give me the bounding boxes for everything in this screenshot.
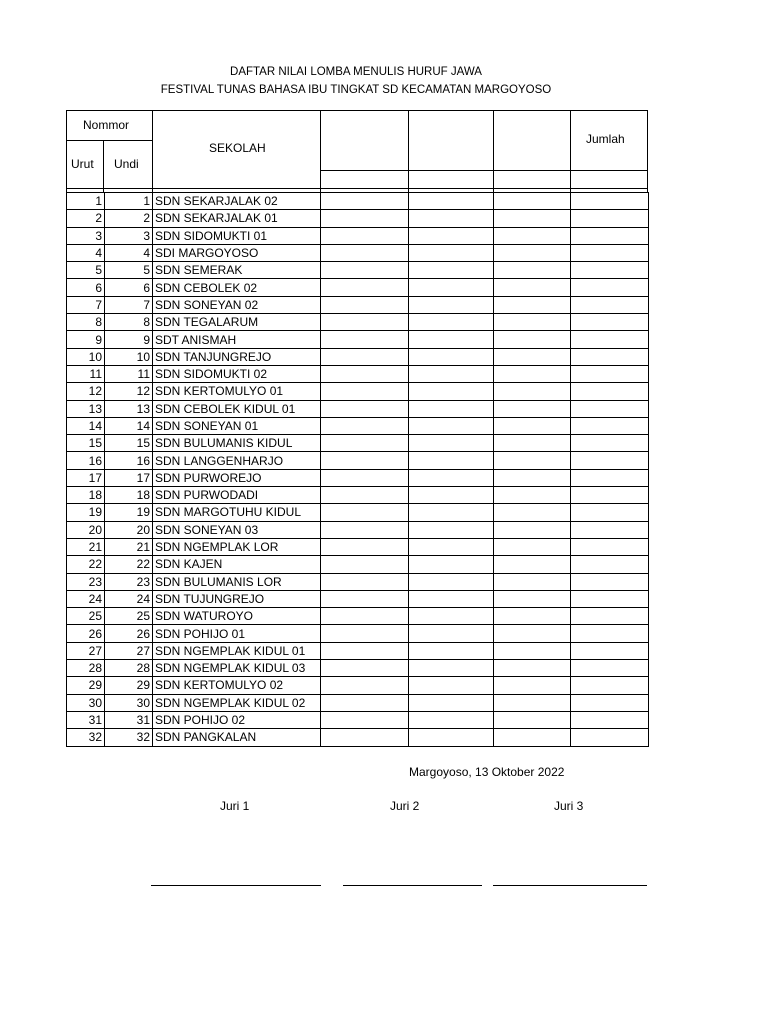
document-subtitle: FESTIVAL TUNAS BAHASA IBU TINGKAT SD KECAMATAN MARGOYOSO [160, 84, 552, 96]
cell-score [409, 417, 494, 434]
cell-urut: 3 [67, 227, 105, 244]
cell-jumlah [571, 556, 649, 573]
cell-undi: 30 [105, 694, 153, 711]
table-row [67, 383, 649, 400]
cell-urut: 31 [67, 711, 105, 728]
cell-score [494, 711, 571, 728]
cell-score [409, 694, 494, 711]
cell-undi: 2 [105, 210, 153, 227]
header-col-divider [320, 110, 321, 192]
cell-score [409, 383, 494, 400]
table-row [67, 694, 649, 711]
cell-score [321, 348, 409, 365]
cell-jumlah [571, 608, 649, 625]
cell-undi: 19 [105, 504, 153, 521]
cell-score [494, 417, 571, 434]
cell-urut: 26 [67, 625, 105, 642]
header-border-right [647, 110, 648, 192]
cell-score [494, 348, 571, 365]
cell-urut: 21 [67, 538, 105, 555]
cell-urut: 32 [67, 729, 105, 746]
cell-jumlah [571, 521, 649, 538]
cell-urut: 11 [67, 365, 105, 382]
cell-jumlah [571, 314, 649, 331]
cell-undi: 16 [105, 452, 153, 469]
score-table [66, 192, 649, 747]
cell-score [494, 487, 571, 504]
cell-score [494, 556, 571, 573]
header-sub-divider [320, 170, 647, 171]
cell-urut: 5 [67, 262, 105, 279]
table-row [67, 590, 649, 607]
table-row [67, 452, 649, 469]
cell-score [321, 677, 409, 694]
cell-score [321, 660, 409, 677]
cell-jumlah [571, 193, 649, 210]
cell-score [321, 417, 409, 434]
cell-score [494, 210, 571, 227]
cell-score [321, 365, 409, 382]
cell-score [409, 642, 494, 659]
cell-undi: 18 [105, 487, 153, 504]
cell-urut: 8 [67, 314, 105, 331]
juri-1-signature-line [151, 885, 321, 886]
cell-score [409, 296, 494, 313]
table-row [67, 469, 649, 486]
cell-urut: 25 [67, 608, 105, 625]
cell-undi: 11 [105, 365, 153, 382]
cell-score [409, 677, 494, 694]
cell-sekolah: SDN PANGKALAN [153, 729, 321, 746]
cell-urut: 7 [67, 296, 105, 313]
cell-sekolah: SDN POHIJO 02 [153, 711, 321, 728]
cell-undi: 32 [105, 729, 153, 746]
cell-score [321, 244, 409, 261]
cell-sekolah: SDN LANGGENHARJO [153, 452, 321, 469]
cell-sekolah: SDN SONEYAN 02 [153, 296, 321, 313]
cell-score [409, 244, 494, 261]
cell-score [409, 227, 494, 244]
cell-score [321, 538, 409, 555]
cell-score [321, 694, 409, 711]
cell-jumlah [571, 417, 649, 434]
cell-jumlah [571, 660, 649, 677]
cell-jumlah [571, 296, 649, 313]
cell-urut: 27 [67, 642, 105, 659]
cell-jumlah [571, 210, 649, 227]
cell-score [409, 538, 494, 555]
cell-score [409, 608, 494, 625]
table-row [67, 625, 649, 642]
cell-sekolah: SDN KAJEN [153, 556, 321, 573]
cell-score [321, 193, 409, 210]
cell-jumlah [571, 383, 649, 400]
cell-sekolah: SDN PURWOREJO [153, 469, 321, 486]
cell-score [409, 452, 494, 469]
header-col-divider [493, 110, 494, 192]
cell-jumlah [571, 487, 649, 504]
header-sub-divider [66, 188, 320, 189]
header-nomor-divider [66, 140, 152, 141]
header-border-top [66, 110, 647, 111]
cell-score [321, 521, 409, 538]
cell-score [321, 590, 409, 607]
cell-undi: 25 [105, 608, 153, 625]
cell-score [494, 365, 571, 382]
table-row [67, 400, 649, 417]
cell-score [494, 573, 571, 590]
cell-jumlah [571, 694, 649, 711]
cell-score [494, 296, 571, 313]
table-row [67, 244, 649, 261]
cell-score [321, 504, 409, 521]
cell-jumlah [571, 452, 649, 469]
cell-urut: 20 [67, 521, 105, 538]
cell-sekolah: SDN SONEYAN 03 [153, 521, 321, 538]
cell-jumlah [571, 625, 649, 642]
table-row [67, 504, 649, 521]
cell-jumlah [571, 504, 649, 521]
cell-undi: 31 [105, 711, 153, 728]
table-row [67, 348, 649, 365]
header-sub-divider [320, 188, 647, 189]
table-row [67, 279, 649, 296]
cell-score [494, 521, 571, 538]
cell-sekolah: SDN SEKARJALAK 01 [153, 210, 321, 227]
cell-urut: 13 [67, 400, 105, 417]
header-urut: Urut [71, 157, 94, 171]
juri-3-label: Juri 3 [554, 799, 584, 813]
cell-undi: 13 [105, 400, 153, 417]
header-col-divider [152, 110, 153, 192]
cell-undi: 1 [105, 193, 153, 210]
cell-score [409, 590, 494, 607]
table-header [66, 110, 647, 192]
header-undi: Undi [114, 157, 139, 171]
cell-undi: 6 [105, 279, 153, 296]
table-row [67, 227, 649, 244]
cell-sekolah: SDT ANISMAH [153, 331, 321, 348]
cell-score [494, 279, 571, 296]
cell-score [321, 487, 409, 504]
cell-undi: 26 [105, 625, 153, 642]
cell-sekolah: SDN TANJUNGREJO [153, 348, 321, 365]
cell-score [494, 331, 571, 348]
cell-score [409, 210, 494, 227]
cell-undi: 3 [105, 227, 153, 244]
table-row [67, 521, 649, 538]
cell-sekolah: SDN KERTOMULYO 01 [153, 383, 321, 400]
cell-score [494, 400, 571, 417]
header-col-divider [570, 110, 571, 192]
cell-score [321, 400, 409, 417]
cell-undi: 24 [105, 590, 153, 607]
header-border-left [66, 110, 67, 192]
table-row [67, 314, 649, 331]
cell-jumlah [571, 262, 649, 279]
cell-score [409, 400, 494, 417]
cell-urut: 1 [67, 193, 105, 210]
cell-jumlah [571, 227, 649, 244]
cell-score [321, 608, 409, 625]
cell-score [409, 348, 494, 365]
cell-sekolah: SDN NGEMPLAK KIDUL 03 [153, 660, 321, 677]
juri-1-label: Juri 1 [220, 799, 250, 813]
cell-score [494, 504, 571, 521]
cell-sekolah: SDN NGEMPLAK KIDUL 01 [153, 642, 321, 659]
cell-jumlah [571, 331, 649, 348]
cell-score [321, 331, 409, 348]
cell-score [494, 383, 571, 400]
cell-undi: 15 [105, 435, 153, 452]
cell-score [409, 365, 494, 382]
cell-score [321, 262, 409, 279]
cell-score [321, 279, 409, 296]
cell-jumlah [571, 642, 649, 659]
table-row [67, 573, 649, 590]
header-col-divider [408, 110, 409, 192]
document-title: DAFTAR NILAI LOMBA MENULIS HURUF JAWA [230, 66, 482, 78]
cell-score [494, 590, 571, 607]
cell-jumlah [571, 711, 649, 728]
cell-urut: 30 [67, 694, 105, 711]
cell-sekolah: SDN SONEYAN 01 [153, 417, 321, 434]
cell-score [321, 642, 409, 659]
cell-score [494, 538, 571, 555]
cell-undi: 27 [105, 642, 153, 659]
cell-score [494, 469, 571, 486]
header-sekolah: SEKOLAH [209, 141, 266, 155]
cell-sekolah: SDN POHIJO 01 [153, 625, 321, 642]
cell-score [494, 262, 571, 279]
cell-urut: 6 [67, 279, 105, 296]
table-row [67, 729, 649, 746]
table-row [67, 660, 649, 677]
table-row [67, 365, 649, 382]
cell-jumlah [571, 244, 649, 261]
cell-urut: 12 [67, 383, 105, 400]
header-jumlah: Jumlah [586, 132, 625, 146]
cell-score [409, 504, 494, 521]
cell-sekolah: SDN CEBOLEK KIDUL 01 [153, 400, 321, 417]
cell-urut: 16 [67, 452, 105, 469]
cell-score [409, 711, 494, 728]
juri-3-signature-line [493, 885, 647, 886]
cell-score [494, 625, 571, 642]
cell-urut: 22 [67, 556, 105, 573]
cell-score [321, 210, 409, 227]
cell-undi: 29 [105, 677, 153, 694]
table-row [67, 435, 649, 452]
cell-undi: 5 [105, 262, 153, 279]
cell-urut: 23 [67, 573, 105, 590]
cell-score [321, 469, 409, 486]
cell-score [494, 729, 571, 746]
cell-sekolah: SDN SEMERAK [153, 262, 321, 279]
table-row [67, 331, 649, 348]
cell-sekolah: SDN SIDOMUKTI 02 [153, 365, 321, 382]
cell-undi: 20 [105, 521, 153, 538]
cell-sekolah: SDN WATUROYO [153, 608, 321, 625]
table-row [67, 556, 649, 573]
cell-jumlah [571, 365, 649, 382]
cell-jumlah [571, 573, 649, 590]
cell-urut: 2 [67, 210, 105, 227]
cell-sekolah: SDN SIDOMUKTI 01 [153, 227, 321, 244]
cell-urut: 28 [67, 660, 105, 677]
cell-score [409, 521, 494, 538]
cell-score [321, 435, 409, 452]
cell-score [494, 608, 571, 625]
cell-score [321, 227, 409, 244]
cell-score [494, 435, 571, 452]
cell-jumlah [571, 729, 649, 746]
cell-sekolah: SDN KERTOMULYO 02 [153, 677, 321, 694]
cell-jumlah [571, 400, 649, 417]
cell-undi: 10 [105, 348, 153, 365]
cell-jumlah [571, 469, 649, 486]
cell-score [321, 711, 409, 728]
cell-score [494, 694, 571, 711]
cell-score [409, 435, 494, 452]
cell-jumlah [571, 538, 649, 555]
cell-sekolah: SDN NGEMPLAK KIDUL 02 [153, 694, 321, 711]
cell-score [321, 314, 409, 331]
cell-score [321, 573, 409, 590]
cell-score [409, 660, 494, 677]
cell-sekolah: SDN TUJUNGREJO [153, 590, 321, 607]
cell-score [494, 660, 571, 677]
cell-undi: 9 [105, 331, 153, 348]
cell-score [494, 227, 571, 244]
cell-score [494, 642, 571, 659]
cell-undi: 23 [105, 573, 153, 590]
cell-score [321, 729, 409, 746]
cell-jumlah [571, 279, 649, 296]
cell-sekolah: SDN BULUMANIS KIDUL [153, 435, 321, 452]
cell-score [409, 487, 494, 504]
cell-undi: 28 [105, 660, 153, 677]
cell-urut: 18 [67, 487, 105, 504]
cell-sekolah: SDN PURWODADI [153, 487, 321, 504]
cell-sekolah: SDN NGEMPLAK LOR [153, 538, 321, 555]
cell-score [321, 452, 409, 469]
table-row [67, 711, 649, 728]
cell-score [409, 469, 494, 486]
cell-score [409, 729, 494, 746]
header-col-divider [103, 140, 104, 192]
cell-urut: 19 [67, 504, 105, 521]
table-row [67, 296, 649, 313]
cell-score [321, 383, 409, 400]
cell-sekolah: SDI MARGOYOSO [153, 244, 321, 261]
cell-undi: 17 [105, 469, 153, 486]
cell-urut: 29 [67, 677, 105, 694]
cell-score [321, 556, 409, 573]
cell-score [494, 452, 571, 469]
cell-undi: 4 [105, 244, 153, 261]
table-row [67, 487, 649, 504]
table-row [67, 677, 649, 694]
header-nomor: Nommor [83, 118, 130, 132]
cell-undi: 12 [105, 383, 153, 400]
cell-urut: 15 [67, 435, 105, 452]
cell-score [409, 314, 494, 331]
cell-score [409, 262, 494, 279]
cell-score [409, 625, 494, 642]
cell-score [409, 331, 494, 348]
cell-score [494, 193, 571, 210]
juri-2-label: Juri 2 [390, 799, 420, 813]
cell-score [494, 244, 571, 261]
cell-undi: 7 [105, 296, 153, 313]
cell-undi: 14 [105, 417, 153, 434]
table-row [67, 608, 649, 625]
cell-urut: 4 [67, 244, 105, 261]
cell-undi: 8 [105, 314, 153, 331]
cell-sekolah: SDN MARGOTUHU KIDUL [153, 504, 321, 521]
table-row [67, 642, 649, 659]
cell-score [409, 573, 494, 590]
cell-undi: 21 [105, 538, 153, 555]
cell-urut: 14 [67, 417, 105, 434]
cell-sekolah: SDN SEKARJALAK 02 [153, 193, 321, 210]
cell-sekolah: SDN CEBOLEK 02 [153, 279, 321, 296]
juri-2-signature-line [343, 885, 482, 886]
cell-jumlah [571, 677, 649, 694]
cell-jumlah [571, 435, 649, 452]
table-row [67, 210, 649, 227]
cell-score [494, 677, 571, 694]
cell-urut: 10 [67, 348, 105, 365]
cell-score [409, 193, 494, 210]
table-row [67, 193, 649, 210]
cell-score [409, 556, 494, 573]
cell-undi: 22 [105, 556, 153, 573]
cell-urut: 9 [67, 331, 105, 348]
cell-sekolah: SDN TEGALARUM [153, 314, 321, 331]
cell-score [321, 625, 409, 642]
cell-jumlah [571, 590, 649, 607]
place-date: Margoyoso, 13 Oktober 2022 [409, 765, 565, 779]
cell-urut: 17 [67, 469, 105, 486]
table-row [67, 417, 649, 434]
cell-jumlah [571, 348, 649, 365]
cell-sekolah: SDN BULUMANIS LOR [153, 573, 321, 590]
cell-urut: 24 [67, 590, 105, 607]
cell-score [409, 279, 494, 296]
cell-score [494, 314, 571, 331]
cell-score [321, 296, 409, 313]
table-row [67, 538, 649, 555]
table-row [67, 262, 649, 279]
